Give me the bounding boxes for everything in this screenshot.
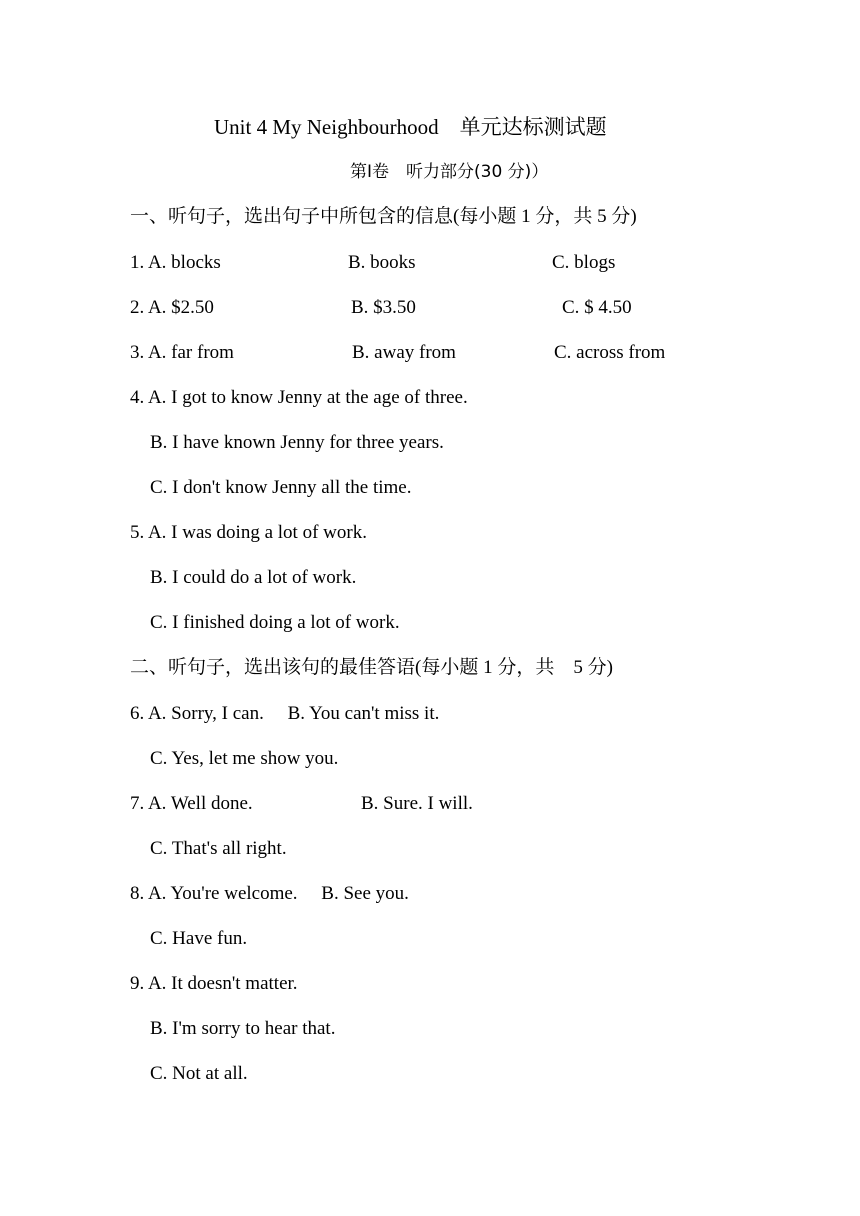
q8-options-ab: 8. A. You're welcome. B. See you. (130, 883, 409, 904)
q1-option-a: 1. A. blocks (130, 252, 221, 273)
q5-option-c: C. I finished doing a lot of work. (150, 612, 400, 633)
q6-options-ab: 6. A. Sorry, I can. B. You can't miss it. (130, 703, 440, 724)
q7-option-b: B. Sure. I will. (361, 793, 473, 814)
q2-option-b: B. $3.50 (351, 297, 416, 318)
q3-option-a: 3. A. far from (130, 342, 234, 363)
q9-option-a: 9. A. It doesn't matter. (130, 973, 298, 994)
q7-option-c: C. That's all right. (150, 838, 287, 859)
q1-option-c: C. blogs (552, 252, 616, 273)
q4-option-c: C. I don't know Jenny all the time. (150, 477, 412, 498)
section-heading-2: 二、听句子，选出该句的最佳答语(每小题 1 分，共 5 分) (130, 657, 613, 678)
q6-option-c: C. Yes, let me show you. (150, 748, 339, 769)
q1-option-b: B. books (348, 252, 416, 273)
q8-option-c: C. Have fun. (150, 928, 248, 949)
page-subtitle: 第Ⅰ卷 听力部分(30 分)） (350, 162, 549, 182)
q9-option-b: B. I'm sorry to hear that. (150, 1018, 336, 1039)
q4-option-b: B. I have known Jenny for three years. (150, 432, 444, 453)
section-heading-1: 一、听句子，选出句子中所包含的信息(每小题 1 分，共 5 分) (130, 206, 637, 227)
page-title: Unit 4 My Neighbourhood 单元达标测试题 (214, 115, 607, 139)
q9-option-c: C. Not at all. (150, 1063, 248, 1084)
q7-option-a: 7. A. Well done. (130, 793, 253, 814)
q3-option-c: C. across from (554, 342, 666, 363)
q4-option-a: 4. A. I got to know Jenny at the age of three. (130, 387, 468, 408)
q3-option-b: B. away from (352, 342, 456, 363)
q2-option-a: 2. A. $2.50 (130, 297, 214, 318)
q5-option-a: 5. A. I was doing a lot of work. (130, 522, 367, 543)
q5-option-b: B. I could do a lot of work. (150, 567, 357, 588)
q2-option-c: C. $ 4.50 (562, 297, 632, 318)
